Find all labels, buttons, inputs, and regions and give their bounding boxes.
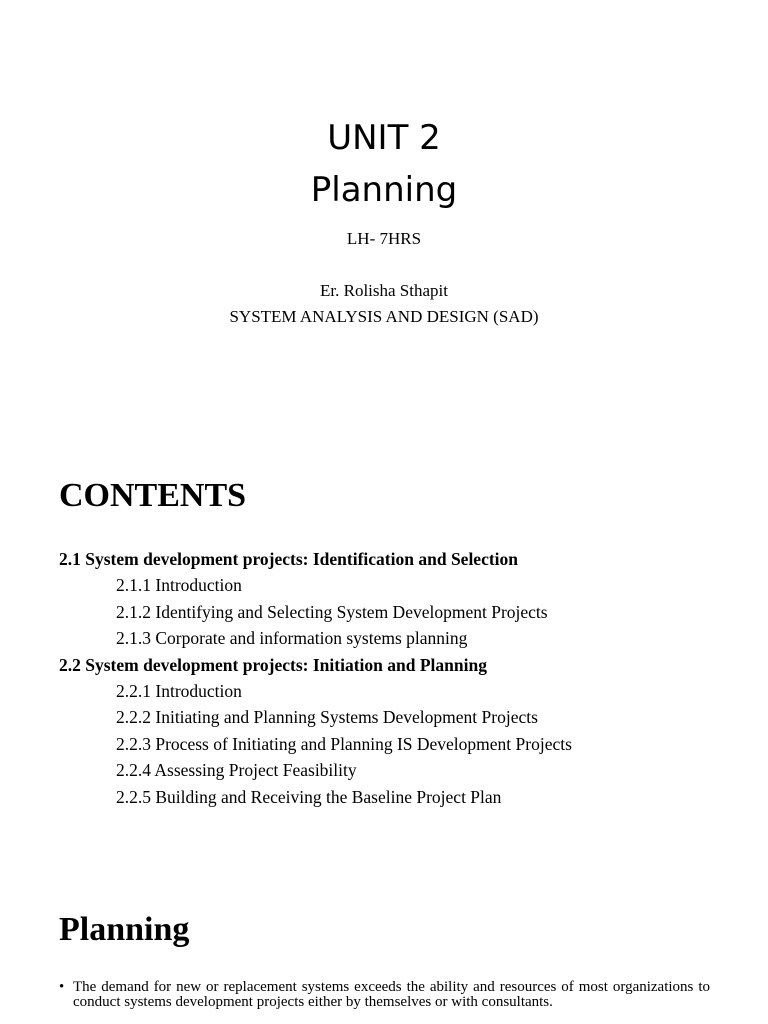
planning-heading: Planning xyxy=(59,911,190,948)
course-name: SYSTEM ANALYSIS AND DESIGN (SAD) xyxy=(229,307,539,326)
toc-item: 2.2.5 Building and Receiving the Baseline Project Plan xyxy=(116,786,502,807)
toc-item: 2.1.2 Identifying and Selecting System Development Projects xyxy=(116,601,548,622)
unit-title: Planning xyxy=(310,170,458,210)
table-of-contents xyxy=(59,546,739,810)
author-name: Er. Rolisha Sthapit xyxy=(320,281,448,300)
lecture-hours: LH- 7HRS xyxy=(346,229,422,248)
toc-item: 2.2.2 Initiating and Planning Systems Development Projects xyxy=(116,707,538,728)
toc-item: 2.2.1 Introduction xyxy=(116,680,242,701)
toc-item: 2.2.3 Process of Initiating and Planning IS Development Projects xyxy=(116,733,572,754)
toc-section-2-1: 2.1 System development projects: Identification and Selection xyxy=(59,549,519,569)
contents-heading: CONTENTS xyxy=(59,477,247,514)
toc-item: 2.2.4 Assessing Project Feasibility xyxy=(116,760,357,781)
toc-item: 2.1.3 Corporate and information systems planning xyxy=(116,628,468,649)
planning-bullet-list xyxy=(59,980,710,1010)
toc-section-2-2: 2.2 System development projects: Initiation and Planning xyxy=(59,654,487,675)
bullet-text: The demand for new or replacement systems exceeds the ability and resources of most organizations to conduct systems development projects either by themselves or with consultants. xyxy=(73,979,710,1010)
toc-item: 2.1.1 Introduction xyxy=(116,575,242,596)
bullet-icon: • xyxy=(59,979,65,995)
unit-number: UNIT 2 xyxy=(327,118,441,158)
list-item xyxy=(59,980,710,1010)
